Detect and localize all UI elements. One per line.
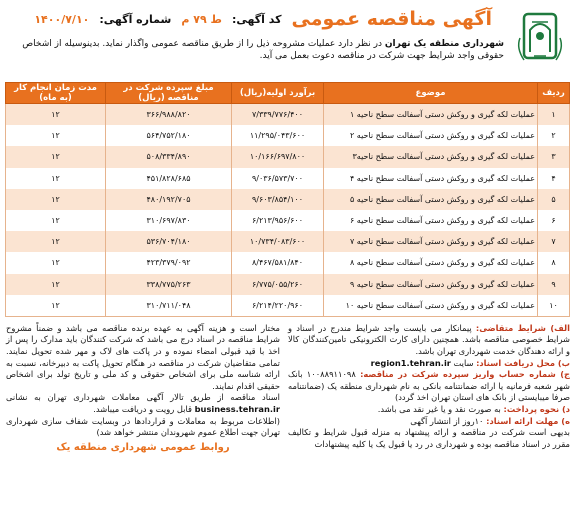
note-d-label: د) نحوه پرداخت: [503,404,570,415]
row-deposit: ۳۱۰/۶۹۷/۸۳۰ [106,210,232,231]
row-duration: ۱۲ [6,231,106,252]
intro-paragraph [10,38,504,62]
row-duration: ۱۲ [6,252,106,273]
note-c-label: ج) شماره حساب واریز سپرده شرکت در مناقصه: [360,369,570,380]
row-deposit: ۵۰۸/۳۳۴/۸۹۰ [106,146,232,167]
row-deposit: ۵۳۶/۷۰۴/۱۸۰ [106,231,232,252]
left-note-2 [6,392,280,415]
table-row [6,252,570,273]
row-subject: عملیات لکه گیری و روکش دستی آسفالت سطح ناحیه۳ [324,146,538,167]
col-header-deposit: مبلغ سپرده شرکت در مناقصه (ریال) [106,83,232,104]
row-deposit: ۵۶۴/۷۵۲/۱۸۰ [106,125,232,146]
business-site-link[interactable]: business.tehran.ir [194,404,280,415]
row-estimate: ۹/۶۰۳/۸۵۴/۱۰۰ [232,189,324,210]
note-a-text: پیمانکار می بایست واجد شرایط مندرج در اسناد و شرایط خصوصی مناقصه باشد. همچنین دارای کارت الکترونیکی تامین‌کنندگان کالا و ارائه دهندگان خدمت شهرداری تهران باشد. [288,322,570,357]
row-subject: عملیات لکه گیری و روکش دستی آسفالت سطح ناحیه ۱۰ [324,295,538,317]
row-number: ۱۰ [538,295,570,317]
code-value: ط ۷۹ م [181,12,222,26]
row-duration: ۱۲ [6,295,106,317]
notice-title: آگهی مناقصه عمومی [291,8,492,30]
row-number: ۴ [538,168,570,189]
title-row [6,4,570,34]
row-estimate: ۶/۲۱۳/۹۵۶/۶۰۰ [232,210,324,231]
row-number: ۵ [538,189,570,210]
row-duration: ۱۲ [6,125,106,146]
note-c-text: ۱۰۰۸۸۹۱۱۰۹۸ بانک شهر شعبه فرمانیه یا ارائه ضمانتنامه بانکی به نام شهرداری منطقه یک (ضمانتنامه صرفا میبایستی از بانک های استان تهران اخذ گردد) [288,369,570,403]
col-header-estimate: برآورد اولیه(ریال) [232,83,324,104]
row-deposit: ۴۵۱/۸۲۸/۶۸۵ [106,168,232,189]
row-subject: عملیات لکه گیری و روکش دستی آسفالت سطح ناحیه ۸ [324,252,538,273]
row-estimate: ۸/۴۶۷/۵۸۱/۸۴۰ [232,252,324,273]
region-site-link[interactable]: region1.tehran.ir [370,357,451,368]
row-number: ۳ [538,146,570,167]
row-deposit: ۳۶۶/۹۸۸/۸۲۰ [106,104,232,126]
row-subject: عملیات لکه گیری و روکش دستی آسفالت سطح ناحیه ۵ [324,189,538,210]
notes-section [6,323,570,454]
table-header-row [6,83,570,104]
row-deposit: ۴۸۰/۱۹۲/۷۰۵ [106,189,232,210]
table-row [6,231,570,252]
note-e-text: ۱۰روز از انتشار آگهی [410,415,484,426]
row-subject: عملیات لکه گیری و روکش دستی آسفالت سطح ناحیه ۶ [324,210,538,231]
public-relations-signature: روابط عمومی شهرداری منطقه یک [56,441,230,453]
note-e-label: ه) مهلت ارائه اسناد: [486,415,570,426]
row-deposit: ۳۳۸/۷۷۵/۲۶۳ [106,274,232,295]
note-c [288,369,570,404]
table-row [6,210,570,231]
left-note-2-text: اسناد مناقصه از طریق تالار آگهی معاملات شهرداری تهران به نشانی [6,392,280,403]
row-duration: ۱۲ [6,274,106,295]
row-deposit: ۳۱۰/۷۱۱/۰۴۸ [106,295,232,317]
notes-right-column [288,323,570,454]
table-row [6,168,570,189]
intro-org: شهرداری منطقه یک تهران [384,39,504,49]
table-row [6,146,570,167]
notes-left-column [6,323,280,454]
row-duration: ۱۲ [6,146,106,167]
row-number: ۶ [538,210,570,231]
row-estimate: ۱۰/۱۶۶/۶۹۷/۸۰۰ [232,146,324,167]
tehran-municipality-logo-icon [512,8,568,68]
row-number: ۲ [538,125,570,146]
row-estimate: ۹/۰۳۶/۵۷۳/۷۰۰ [232,168,324,189]
row-number: ۹ [538,274,570,295]
notice-header [6,4,570,82]
note-b [288,358,570,370]
code-label: کد آگهی: [231,12,282,26]
row-number: ۱ [538,104,570,126]
intro-text: در نظر دارد عملیات مشروحه ذیل را از طریق مناقصه عمومی واگذار نماید. بدینوسیله از اشخاص حقوقی واجد شرایط جهت شرکت در مناقصه دعوت بعمل می آید. [22,39,504,61]
left-note-2-tail: قابل رویت و دریافت میباشد. [93,404,192,415]
note-a [288,323,570,358]
row-estimate: ۶/۲۱۴/۲۲۰/۹۶۰ [232,295,324,317]
row-subject: عملیات لکه گیری و روکش دستی آسفالت سطح ناحیه ۷ [324,231,538,252]
left-note-3: (اطلاعات مربوط به معاملات و قراردادها در وبسایت شفاف سازی شهرداری تهران جهت اطلاع عموم شهروندان منتشر خواهد شد) [6,415,280,438]
row-subject: عملیات لکه گیری و روکش دستی آسفالت سطح ناحیه ۹ [324,274,538,295]
table-row [6,295,570,317]
note-e [288,416,570,428]
row-duration: ۱۲ [6,168,106,189]
number-value: ۱۴۰۰/۷/۱۰ [34,12,90,26]
note-b-text: سایت [453,357,474,368]
row-subject: عملیات لکه گیری و روکش دستی آسفالت سطح ناحیه ۱ [324,104,538,126]
row-estimate: ۱۰/۷۳۴/۰۸۳/۶۰۰ [232,231,324,252]
row-deposit: ۴۲۳/۳۷۹/۰۹۲ [106,252,232,273]
row-duration: ۱۲ [6,189,106,210]
left-note-1: مختار است و هزینه آگهی به عهده برنده مناقصه می باشد و ضمناً مشروح شرایط مناقصه در اسناد درج می باشد که شرکت کنندگان باید مدارک را پس از اخذ با قید قبولی امضاء نموده و در پاکت های لاک و مهر شده تحویل نمایند. تمامی متقاضیان شرکت در مناقصه در هنگام تحویل پاکت به دبیرخانه، نسبت به ارائه شناسه ملی برای اشخاص حقوقی و کد ملی و تاریخ تولد برای اشخاص حقیقی اقدام نمایند. [6,322,280,391]
table-row [6,125,570,146]
row-estimate: ۷/۳۳۹/۷۷۶/۴۰۰ [232,104,324,126]
note-d [288,404,570,416]
row-number: ۸ [538,252,570,273]
note-f: بدیهی است شرکت در مناقصه و ارائه پیشنهاد به منزله قبول شرایط و تکالیف مقرر در اسناد مناقصه بوده و شهرداری در رد یا قبول یک یا کلیه پیشنهادات [288,427,570,449]
col-header-subject: موضوع [324,83,538,104]
row-estimate: ۶/۷۷۵/۰۵۵/۲۶۰ [232,274,324,295]
table-row [6,189,570,210]
col-header-duration: مدت زمان انجام کار (به ماه) [6,83,106,104]
row-duration: ۱۲ [6,210,106,231]
row-number: ۷ [538,231,570,252]
number-label: شماره آگهی: [99,12,172,26]
table-row [6,104,570,126]
note-d-text: به صورت نقد و یا غیر نقد می باشد. [377,404,501,415]
note-a-label: الف) شرایط متقاضی: [475,322,570,333]
row-subject: عملیات لکه گیری و روکش دستی آسفالت سطح ناحیه ۲ [324,125,538,146]
row-subject: عملیات لکه گیری و روکش دستی آسفالت سطح ناحیه ۴ [324,168,538,189]
table-row [6,274,570,295]
row-duration: ۱۲ [6,104,106,126]
col-header-row-no: ردیف [538,83,570,104]
row-estimate: ۱۱/۲۹۵/۰۴۳/۶۰۰ [232,125,324,146]
tender-table [5,82,570,317]
note-b-label: ب) محل دریافت اسناد: [476,357,570,368]
